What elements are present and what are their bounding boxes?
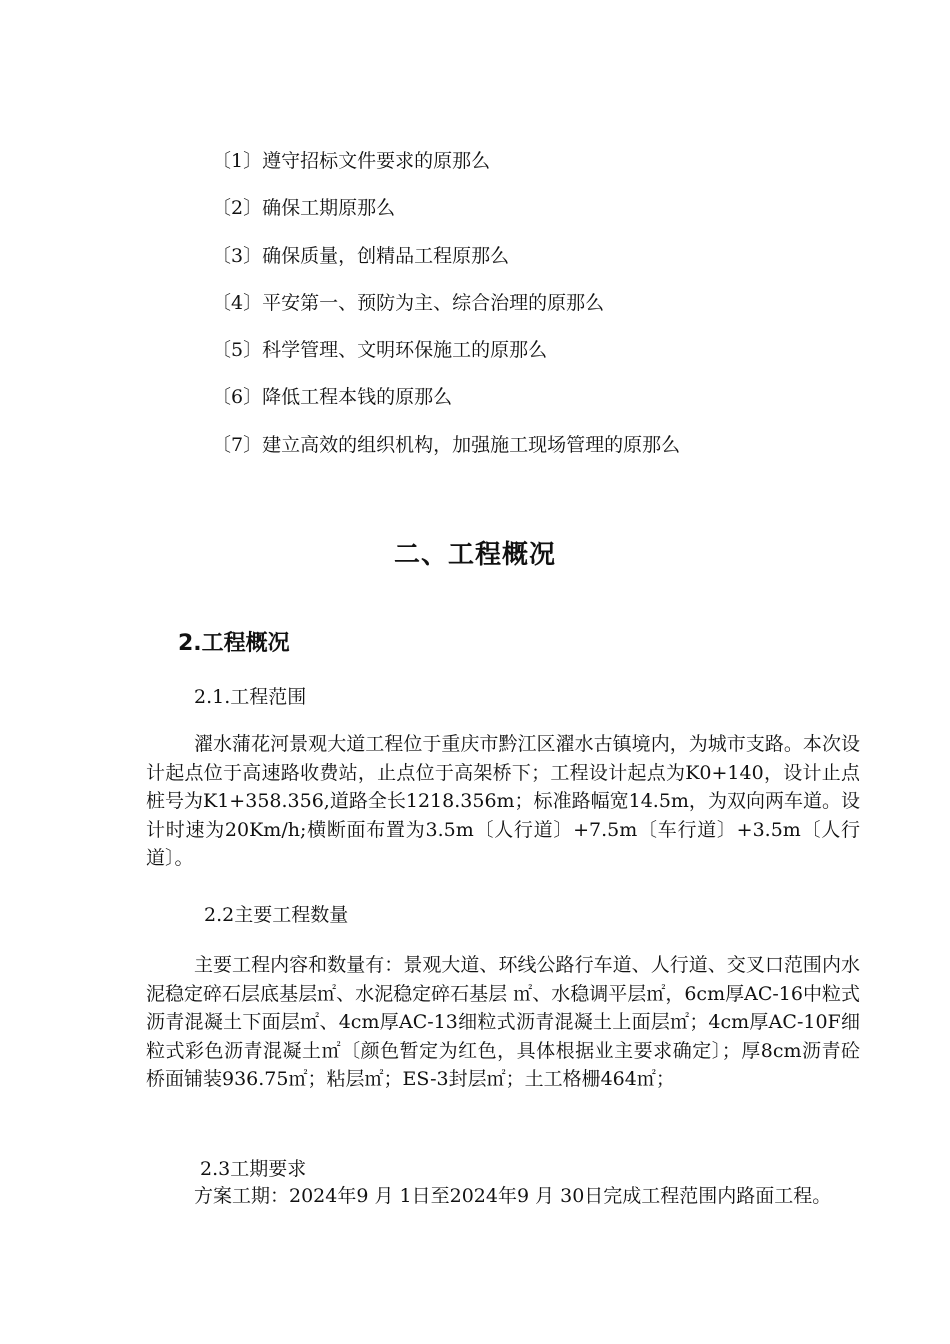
principle-item: 〔2〕确保工期原那么 <box>212 197 396 220</box>
scope-heading: 2.1.工程范围 <box>194 686 307 708</box>
schedule-paragraph: 方案工期：2024年9 月 1日至2024年9 月 30日完成工程范围内路面工程。 <box>194 1185 832 1207</box>
section-title: 2.工程概况 <box>178 631 290 656</box>
principles-list <box>212 146 832 477</box>
quantities-heading: 2.2主要工程数量 <box>204 904 349 926</box>
principle-item: 〔5〕科学管理、文明环保施工的原那么 <box>212 339 548 362</box>
principle-item: 〔4〕平安第一、预防为主、综合治理的原那么 <box>212 291 605 314</box>
principle-item: 〔1〕遵守招标文件要求的原那么 <box>212 150 491 172</box>
schedule-heading: 2.3工期要求 <box>200 1158 307 1180</box>
scope-paragraph: 濯水蒲花河景观大道工程位于重庆市黔江区濯水古镇境内，为城市支路。本次设计起点位于高速路收费站，止点位于高架桥下；工程设计起点为K0+140，设计止点桩号为K1+358.356,道路全长1218.356m；标准路幅宽14.5m，为双向两车道。设计时速为20Km/h;横断面布置为3.5m〔人行道〕+7.5m〔车行道〕+3.5m〔人行道〕。 <box>146 733 860 870</box>
principle-item: 〔7〕建立高效的组织机构，加强施工现场管理的原那么 <box>212 433 681 456</box>
principle-item: 〔3〕确保质量，创精品工程原那么 <box>212 244 510 267</box>
quantities-paragraph: 主要工程内容和数量有：景观大道、环线公路行车道、人行道、交叉口范围内水泥稳定碎石层底基层㎡、水泥稳定碎石基层 ㎡、水稳调平层㎡，6cm厚AC-16中粒式沥青混凝土下面层㎡、4cm厚AC-13细粒式沥青混凝土上面层㎡；4cm厚AC-10F细粒式彩色沥青混凝土㎡〔颜色暂定为红色，具体根据业主要求确定〕；厚8cm沥青砼桥面铺装936.75㎡；粘层㎡；ES-3封层㎡；土工格栅464㎡； <box>146 954 860 1091</box>
principle-item: 〔6〕降低工程本钱的原那么 <box>212 386 453 409</box>
chapter-title: 二、工程概况 <box>393 540 556 570</box>
